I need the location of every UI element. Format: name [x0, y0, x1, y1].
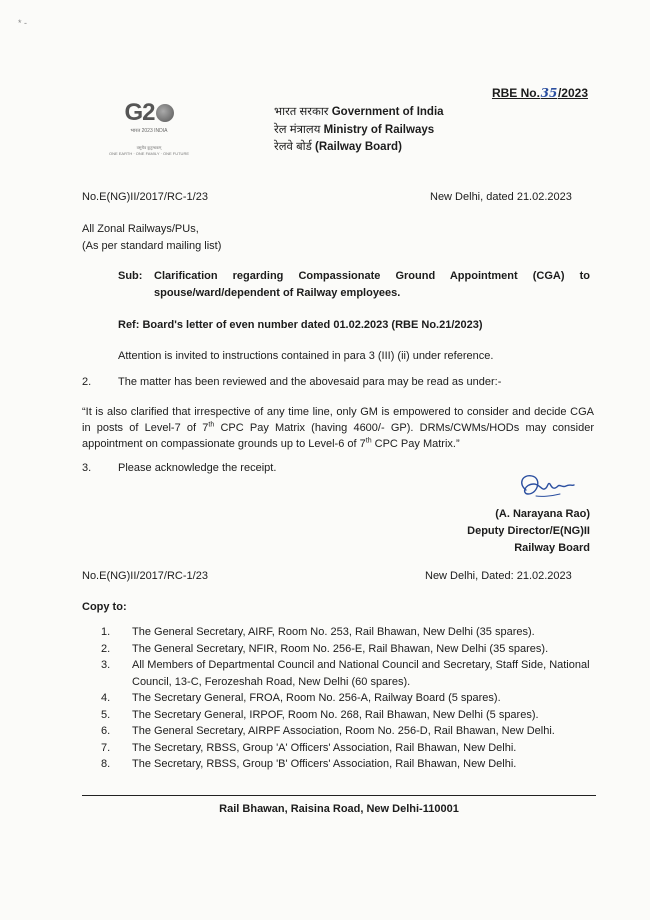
addressee-line: (As per standard mailing list) [82, 240, 222, 252]
list-item-number: 1. [101, 626, 111, 638]
list-item-number: 2. [101, 642, 111, 655]
reference: Ref: Board's letter of even number dated 01.02.2023 (RBE No.21/2023) [118, 319, 483, 331]
list-item-number: 3. [101, 659, 111, 671]
list-item [101, 740, 601, 757]
letter-number: No.E(NG)II/2017/RC-1/23 [82, 191, 208, 203]
scan-mark: * - [18, 18, 27, 28]
g20-wordmark: G2 [106, 100, 192, 126]
list-item [101, 756, 601, 773]
rbe-number [492, 86, 588, 100]
subject-line: spouse/ward/dependent of Railway employees. [154, 287, 401, 299]
addressee-line: All Zonal Railways/PUs, [82, 223, 199, 235]
globe-icon [156, 104, 174, 122]
copy-letter-number: No.E(NG)II/2017/RC-1/23 [82, 570, 208, 582]
copy-list [101, 624, 601, 773]
quote-superscript: th [208, 421, 215, 429]
rbe-handwritten-number: 35 [540, 86, 558, 100]
paragraph-3-number: 3. [82, 462, 92, 474]
list-item-text: The General Secretary, AIRF, Room No. 253, Rail Bhawan, New Delhi (35 spares). [132, 626, 535, 638]
ministry-english: Ministry of Railways [323, 123, 435, 136]
footer-address: Rail Bhawan, Raisina Road, New Delhi-110001 [219, 803, 459, 815]
list-item [101, 657, 601, 690]
signatory-block [467, 506, 590, 557]
footer-divider [82, 795, 596, 796]
copy-to-label: Copy to: [82, 601, 127, 613]
gov-hindi: भारत सरकार [274, 106, 329, 118]
list-item-text: The Secretary General, IRPOF, Room No. 268, Rail Bhawan, New Delhi (5 spares). [132, 708, 539, 721]
list-item-text: The Secretary General, FROA, Room No. 256-A, Railway Board (5 spares). [132, 692, 501, 704]
list-item-number: 8. [101, 758, 111, 770]
list-item [101, 641, 601, 658]
signatory-designation: Deputy Director/E(NG)II [467, 525, 590, 537]
list-item-text: All Members of Departmental Council and National Council and Secretary, Staff Side, National Council, 13-C, Ferozeshah Road, New Delhi (60 spares). [132, 659, 590, 688]
gov-english: Government of India [331, 106, 444, 118]
paragraph-2-number: 2. [82, 376, 92, 388]
g20-motto: वसुधैव कुटुम्बकम् ONE EARTH · ONE FAMILY · ONE FUTURE [108, 145, 189, 156]
paragraph-2: The matter has been reviewed and the abovesaid para may be read as under:- [118, 376, 502, 388]
signatory-office: Railway Board [514, 542, 590, 554]
g20-logo [106, 100, 192, 170]
letter-date: New Delhi, dated 21.02.2023 [430, 191, 572, 203]
quote-text: “It is also clarified that irrespective of any time line, only GM is empowered to consider and decide CGA in posts of Level-7 of 7 [82, 406, 594, 434]
letterhead [274, 104, 444, 157]
list-item-number: 5. [101, 708, 111, 721]
quoted-para [82, 404, 594, 452]
paragraph-3: Please acknowledge the receipt. [118, 462, 277, 474]
list-item-text: The Secretary, RBSS, Group 'B' Officers' Association, Rail Bhawan, New Delhi. [132, 758, 517, 770]
list-item-text: The Secretary, RBSS, Group 'A' Officers' Association, Rail Bhawan, New Delhi. [132, 741, 517, 754]
paragraph-1: Attention is invited to instructions contained in para 3 (III) (ii) under reference. [118, 350, 494, 362]
board-hindi: रेलवे बोर्ड [274, 141, 312, 153]
list-item [101, 624, 601, 641]
rbe-year: /2023 [557, 86, 588, 100]
subject-label: Sub: [118, 270, 143, 282]
list-item-number: 4. [101, 692, 111, 704]
quote-text: CPC Pay Matrix (having 4600/- GP). DRMs/CWMs/HODs may consider appointment on compassionate grounds up to Level-6 of 7 [82, 422, 594, 450]
list-item [101, 723, 601, 740]
rbe-label: RBE No. [491, 86, 540, 100]
list-item-text: The General Secretary, AIRPF Association, Room No. 256-D, Rail Bhawan, New Delhi. [132, 725, 555, 737]
list-item [101, 690, 601, 707]
subject-line: Clarification regarding Compassionate Ground Appointment (CGA) to [154, 270, 590, 282]
quote-text: CPC Pay Matrix.” [371, 438, 460, 450]
signature-icon [512, 470, 578, 504]
g20-subtitle: भारत 2023 INDIA [130, 128, 168, 134]
list-item-number: 7. [101, 741, 111, 754]
signatory-name: (A. Narayana Rao) [495, 508, 590, 520]
list-item-number: 6. [101, 725, 111, 737]
ministry-hindi: रेल मंत्रालय [274, 123, 321, 136]
addressee [82, 221, 221, 255]
quote-superscript: th [365, 437, 372, 445]
list-item-text: The General Secretary, NFIR, Room No. 256-E, Rail Bhawan, New Delhi (35 spares). [132, 642, 549, 655]
subject [118, 268, 590, 302]
board-english: (Railway Board) [315, 141, 402, 153]
copy-letter-date: New Delhi, Dated: 21.02.2023 [425, 570, 572, 582]
list-item [101, 707, 601, 724]
